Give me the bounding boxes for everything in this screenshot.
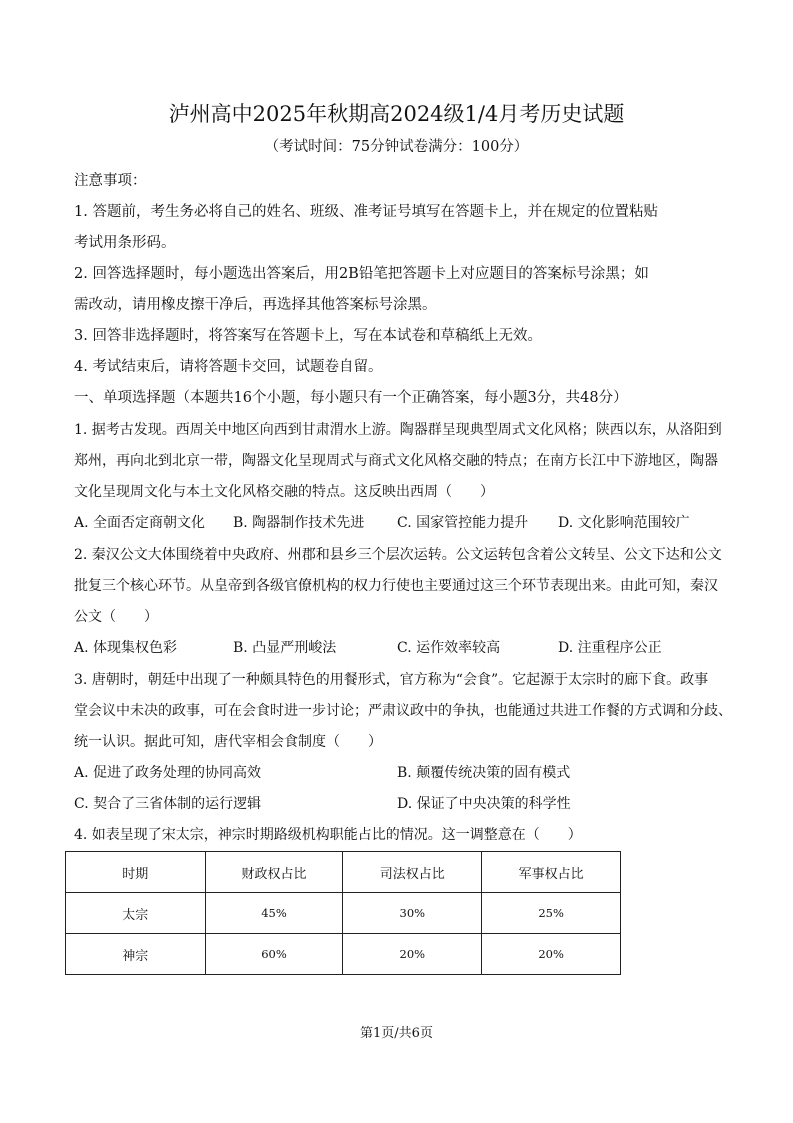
table-row <box>66 934 621 975</box>
table-cell: 45% <box>205 893 343 934</box>
notes-heading: 注意事项： <box>74 173 147 189</box>
question-2-option-a: A. 体现集权色彩 <box>74 640 178 656</box>
exam-subtitle: （考试时间：75分钟试卷满分：100分） <box>264 139 529 155</box>
question-3-line: 统一认识。据此可知，唐代宰相会食制度（ ） <box>74 734 382 750</box>
table-cell: 20% <box>482 934 621 975</box>
table-header-cell: 财政权占比 <box>205 852 343 893</box>
question-2-option-c: C. 运作效率较高 <box>397 640 501 656</box>
question-2-option-b: B. 凸显严刑峻法 <box>233 640 337 656</box>
question-3-line: 3. 唐朝时，朝廷中出现了一种颇具特色的用餐形式，官方称为“会食”。它起源于太宗时的廊下食。政事 <box>74 672 709 688</box>
table-cell: 神宗 <box>66 934 206 975</box>
table-header-cell: 军事权占比 <box>482 852 621 893</box>
table-row <box>66 893 621 934</box>
note-line: 2. 回答选择题时，每小题选出答案后，用2B铅笔把答题卡上对应题目的答案标号涂黑；如 <box>74 266 649 282</box>
question-1-line: 1. 据考古发现。西周关中地区向西到甘肃渭水上游。陶器群呈现典型周式文化风格；陕西以东，从洛阳到 <box>74 422 722 438</box>
question-1-line: 郑州，再向北到北京一带，陶器文化呈现周式与商式文化风格交融的特点；在南方长江中下游地区，陶器 <box>74 453 718 469</box>
question-2-line: 2. 秦汉公文大体围绕着中央政府、州郡和县乡三个层次运转。公文运转包含着公文转呈、公文下达和公文 <box>74 547 722 563</box>
question-1-line: 文化呈现周文化与本土文化风格交融的特点。这反映出西周（ ） <box>74 484 494 500</box>
question-2-option-d: D. 注重程序公正 <box>558 640 662 656</box>
question-1-option-d: D. 文化影响范围较广 <box>558 515 690 531</box>
table-header-cell: 司法权占比 <box>343 852 482 893</box>
exam-title: 泸州高中2025年秋期高2024级1/4月考历史试题 <box>168 102 625 126</box>
table-cell: 30% <box>343 893 482 934</box>
question-2-line: 公文（ ） <box>74 609 158 625</box>
table-cell: 20% <box>343 934 482 975</box>
note-line: 考试用条形码。 <box>74 235 176 251</box>
question-3-option-c: C. 契合了三省体制的运行逻辑 <box>74 796 262 812</box>
page-footer: 第1页/共6页 <box>360 1026 433 1041</box>
table-cell: 60% <box>205 934 343 975</box>
question-1-option-b: B. 陶器制作技术先进 <box>233 515 365 531</box>
question-3-option-a: A. 促进了政务处理的协同高效 <box>74 765 262 781</box>
table-header-cell: 时期 <box>66 852 206 893</box>
question-3-option-d: D. 保证了中央决策的科学性 <box>397 796 571 812</box>
question-4-line: 4. 如表呈现了宋太宗，神宗时期路级机构职能占比的情况。这一调整意在（ ） <box>74 827 582 843</box>
table-header-row <box>66 852 621 893</box>
data-table <box>65 851 621 975</box>
question-1-option-a: A. 全面否定商朝文化 <box>74 515 206 531</box>
section-heading: 一、单项选择题（本题共16个小题，每小题只有一个正确答案，每小题3分，共48分） <box>74 390 628 406</box>
note-line: 需改动，请用橡皮擦干净后，再选择其他答案标号涂黑。 <box>74 297 437 313</box>
note-line: 4. 考试结束后，请将答题卡交回，试题卷自留。 <box>74 359 383 375</box>
question-1-option-c: C. 国家管控能力提升 <box>397 515 529 531</box>
question-2-line: 批复三个核心环节。从皇帝到各级官僚机构的权力行使也主要通过这三个环节表现出来。由此可知，秦汉 <box>74 578 718 594</box>
table-cell: 太宗 <box>66 893 206 934</box>
note-line: 1. 答题前，考生务必将自己的姓名、班级、准考证号填写在答题卡上，并在规定的位置粘贴 <box>74 204 658 220</box>
note-line: 3. 回答非选择题时，将答案写在答题卡上，写在本试卷和草稿纸上无效。 <box>74 328 542 344</box>
question-3-option-b: B. 颠覆传统决策的固有模式 <box>397 765 571 781</box>
question-3-line: 堂会议中未决的政事，可在会食时进一步讨论；严肃议政中的争执，也能通过共进工作餐的方式调和分歧、 <box>74 703 732 719</box>
table-cell: 25% <box>482 893 621 934</box>
